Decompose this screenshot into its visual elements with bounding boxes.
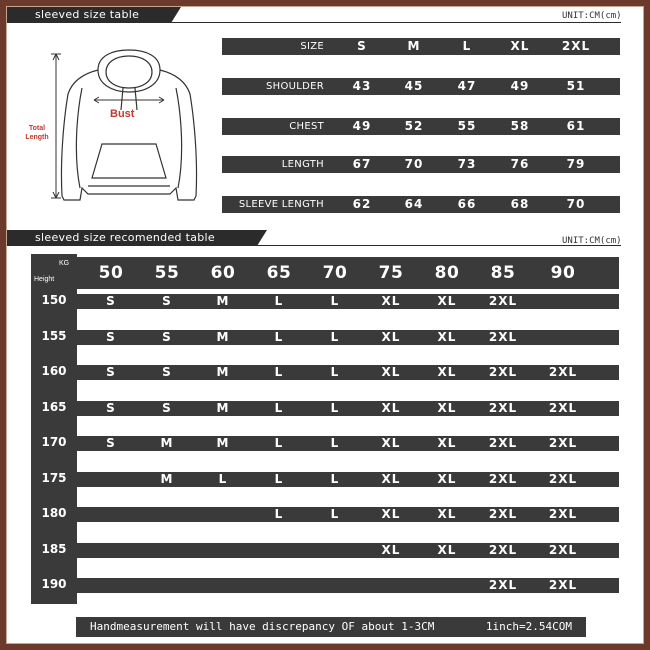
weight-header-cell: 85 [490, 263, 516, 283]
recommended-size-cell: L [330, 400, 340, 415]
size-row-value: 70 [566, 197, 586, 211]
size-row-label: SLEEVE LENGTH [238, 199, 324, 210]
recommended-size-cell: XL [381, 436, 401, 450]
bust-label: Bust [110, 108, 135, 120]
recommended-size-cell: L [330, 471, 340, 486]
total-length-label: Total Length [25, 125, 49, 141]
height-value: 170 [41, 435, 67, 449]
height-value: 185 [41, 541, 67, 556]
height-value: 160 [41, 364, 67, 378]
recommended-size-cell: 2XL [548, 471, 578, 486]
recommended-size-cell: S [106, 436, 116, 450]
size-row-value: 49 [510, 79, 530, 93]
footer-note-bar [76, 617, 586, 637]
recommended-size-cell: L [274, 329, 284, 344]
recommended-size-cell: 2XL [488, 294, 518, 308]
size-row [222, 196, 620, 213]
recommended-row [77, 365, 619, 380]
recommended-size-cell: XL [437, 436, 457, 450]
size-table-rule [7, 22, 621, 23]
recommended-size-cell: 2XL [548, 578, 578, 592]
height-value: 190 [41, 577, 67, 591]
recommended-size-cell: M [160, 471, 174, 486]
size-row-value: 64 [404, 197, 424, 211]
size-row-value: 73 [457, 157, 477, 171]
height-label: Height [34, 276, 55, 283]
height-value: 165 [41, 399, 67, 414]
recommended-size-cell: XL [437, 329, 457, 344]
recommended-size-cell: S [162, 329, 172, 344]
recommended-size-cell: XL [437, 542, 457, 557]
inch-conversion: 1inch=2.54COM [485, 620, 572, 633]
recommended-size-cell: L [274, 294, 284, 308]
recommended-size-cell: XL [381, 329, 401, 344]
recommended-size-cell: XL [381, 294, 401, 308]
weight-header-cell: 70 [322, 263, 348, 283]
recommended-row [77, 543, 619, 558]
recommended-size-cell: L [330, 436, 340, 450]
size-table-unit: UNIT:CM(cm) [562, 11, 622, 21]
size-row-value: 45 [404, 79, 424, 93]
weight-header-cell: 50 [98, 263, 124, 283]
size-row-value: 51 [566, 79, 586, 93]
recommended-size-cell: M [216, 329, 230, 344]
recommended-size-cell: L [330, 294, 340, 308]
weight-header-cell: 80 [434, 263, 460, 283]
hoodie-illustration [20, 48, 220, 213]
recommended-size-cell: S [162, 365, 172, 379]
size-row-value: 52 [404, 119, 424, 133]
measurement-note: Handmeasurement will have discrepancy OF about 1-3CM [90, 620, 435, 633]
size-table-title: sleeved size table [7, 7, 171, 23]
recommended-size-cell: L [274, 471, 284, 486]
recommended-row [77, 294, 619, 309]
recommended-size-cell: M [216, 294, 230, 308]
recommended-size-cell: XL [437, 365, 457, 379]
recommended-size-cell: XL [381, 542, 401, 557]
size-row-label: SIZE [300, 41, 324, 52]
recommended-size-cell: 2XL [488, 471, 518, 486]
recommended-size-cell: 2XL [488, 507, 518, 521]
recommended-row [77, 507, 619, 522]
recommended-size-cell: L [330, 507, 340, 521]
size-row-value: 68 [510, 197, 530, 211]
recommended-table-rule [7, 245, 621, 246]
recommended-size-cell: M [216, 400, 230, 415]
weight-header-cell: 60 [210, 263, 236, 283]
recommended-size-cell: L [274, 400, 284, 415]
height-value: 150 [41, 293, 67, 307]
size-row-value: 55 [457, 119, 477, 133]
recommended-size-cell: S [162, 400, 172, 415]
weight-header-cell: 75 [378, 263, 404, 283]
height-value: 155 [41, 328, 67, 343]
recommended-size-cell: XL [381, 400, 401, 415]
recommended-size-cell: S [106, 294, 116, 308]
height-value: 180 [41, 506, 67, 520]
weight-header-cell: 65 [266, 263, 292, 283]
recommended-size-cell: S [162, 294, 172, 308]
recommended-size-cell: L [274, 365, 284, 379]
recommended-size-cell: S [106, 329, 116, 344]
recommended-size-cell: 2XL [548, 436, 578, 450]
recommended-size-cell: 2XL [548, 542, 578, 557]
recommended-row [77, 330, 619, 345]
size-row-value: 67 [352, 157, 372, 171]
height-value: 175 [41, 470, 67, 485]
size-row [222, 78, 620, 95]
recommended-size-cell: XL [381, 507, 401, 521]
recommended-table-unit: UNIT:CM(cm) [562, 236, 622, 246]
recommended-size-cell: XL [437, 471, 457, 486]
size-row [222, 38, 620, 55]
size-row-value: 70 [404, 157, 424, 171]
recommended-size-cell: XL [437, 507, 457, 521]
size-row-label: SHOULDER [266, 81, 324, 92]
size-row-value: 61 [566, 119, 586, 133]
recommended-size-cell: XL [381, 365, 401, 379]
size-row-value: 49 [352, 119, 372, 133]
size-row-value: 76 [510, 157, 530, 171]
recommended-size-cell: 2XL [488, 400, 518, 415]
recommended-size-cell: 2XL [548, 400, 578, 415]
recommended-size-cell: XL [381, 471, 401, 486]
recommended-size-cell: 2XL [488, 578, 518, 592]
size-row-label: CHEST [289, 121, 324, 132]
recommended-size-cell: XL [437, 294, 457, 308]
recommended-row [77, 401, 619, 416]
recommended-size-cell: 2XL [488, 436, 518, 450]
recommended-size-cell: 2XL [488, 365, 518, 379]
size-row-value: XL [510, 39, 530, 53]
recommended-size-cell: M [216, 436, 230, 450]
weight-header-row [31, 257, 619, 289]
recommended-size-cell: L [330, 329, 340, 344]
size-row-value: M [407, 39, 421, 53]
recommended-size-cell: L [330, 365, 340, 379]
recommended-row [77, 472, 619, 487]
size-row-value: 79 [566, 157, 586, 171]
size-row-value: 43 [352, 79, 372, 93]
size-row-value: 62 [352, 197, 372, 211]
size-row [222, 156, 620, 173]
weight-header-cell: 90 [550, 263, 576, 283]
size-row [222, 118, 620, 135]
size-row-value: S [357, 39, 367, 53]
recommended-size-cell: XL [437, 400, 457, 415]
hoodie-drawing [20, 48, 220, 213]
size-row-value: 66 [457, 197, 477, 211]
recommended-table-title: sleeved size recomended table [7, 230, 257, 246]
size-row-value: L [462, 39, 472, 53]
recommended-size-cell: L [274, 507, 284, 521]
recommended-size-cell: 2XL [488, 329, 518, 344]
size-row-value: 47 [457, 79, 477, 93]
size-row-value: 2XL [561, 39, 591, 53]
recommended-size-cell: 2XL [488, 542, 518, 557]
recommended-size-cell: S [106, 400, 116, 415]
recommended-row [77, 578, 619, 593]
recommended-size-cell: M [160, 436, 174, 450]
size-row-label: LENGTH [281, 159, 324, 170]
recommended-size-cell: L [274, 436, 284, 450]
recommended-size-cell: L [218, 471, 228, 486]
weight-header-cell: 55 [154, 263, 180, 283]
recommended-size-cell: S [106, 365, 116, 379]
recommended-size-cell: M [216, 365, 230, 379]
kg-label: KG [59, 260, 70, 267]
recommended-row [77, 436, 619, 451]
size-row-value: 58 [510, 119, 530, 133]
recommended-size-cell: 2XL [548, 507, 578, 521]
recommended-size-cell: 2XL [548, 365, 578, 379]
